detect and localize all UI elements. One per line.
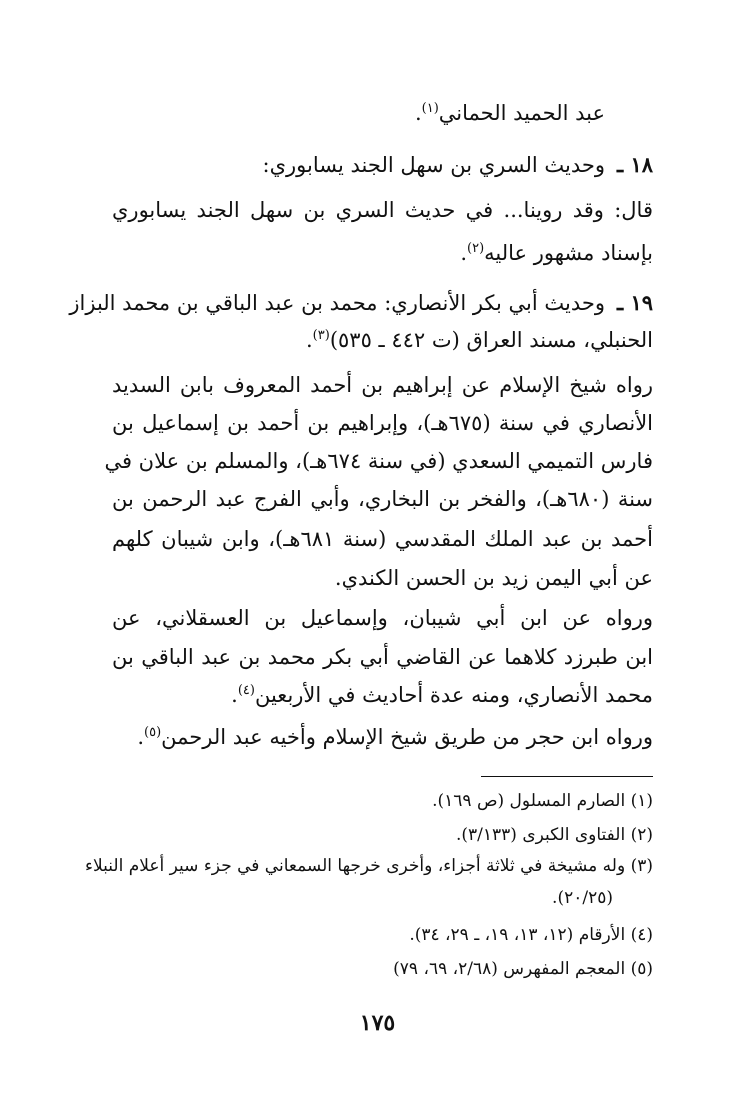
entry-number-19: ١٩ ـ — [616, 290, 653, 315]
text-line-4 — [460, 238, 653, 268]
text-line-6-end: . — [305, 328, 313, 352]
text-line-16-end: . — [137, 725, 145, 749]
text-line-12: عن أبي اليمن زيد بن الحسن الكندي. — [334, 566, 653, 590]
text-line-4-body: بإسناد مشهور عاليه — [484, 241, 653, 265]
footnote-ref-4: (٤) — [237, 683, 255, 698]
footnote-ref-5: (٥) — [144, 725, 162, 740]
text-line-5: وحديث أبي بكر الأنصاري: محمد بن عبد الباقي بن محمد البزاز — [69, 291, 605, 315]
text-line-6 — [306, 325, 653, 355]
entry-number-18: ١٨ ـ — [616, 152, 653, 177]
footnote-3: (٣) وله مشيخة في ثلاثة أجزاء، وأخرى خرجها السمعاني في جزء سير أعلام النبلاء — [85, 856, 653, 876]
text-line-15-end: . — [231, 683, 238, 707]
text-line-3: قال: وقد روينا... في حديث السري بن سهل الجند يسابوري — [112, 198, 653, 222]
text-line-14: ابن طبرزد كلاهما عن القاضي أبي بكر محمد بن عبد الباقي بن — [112, 645, 653, 669]
text-line-15 — [231, 680, 653, 710]
text-line-8: الأنصاري في سنة (٦٧٥هـ)، وإبراهيم بن أحمد بن إسماعيل بن — [112, 411, 654, 435]
footnote-ref-1: (١) — [421, 101, 439, 116]
text-line-6-body: الحنبلي، مسند العراق (ت ٤٤٢ ـ ٥٣٥) — [329, 328, 653, 352]
footnote-2: (٢) الفتاوى الكبرى (٣/١٣٣). — [455, 825, 653, 845]
text-line-1 — [415, 98, 605, 128]
text-line-11: أحمد بن عبد الملك المقدسي (سنة ٦٨١هـ)، وابن شيبان كلهم — [112, 527, 654, 551]
text-line-16-body: ورواه ابن حجر من طريق شيخ الإسلام وأخيه عبد الرحمن — [161, 725, 653, 749]
footnote-1: (١) الصارم المسلول (ص ١٦٩). — [432, 791, 653, 811]
text-line-16 — [137, 722, 653, 752]
text-line-7: رواه شيخ الإسلام عن إبراهيم بن أحمد المعروف بابن السديد — [112, 373, 653, 397]
footnote-3-continued: (٢٠/٢٥). — [552, 888, 613, 908]
text-line-4-end: . — [460, 241, 467, 265]
page-number: ١٧٥ — [359, 1010, 396, 1036]
text-line-13: ورواه عن ابن أبي شيبان، وإسماعيل بن العسقلاني، عن — [112, 606, 653, 630]
text-line-1-body: عبد الحميد الحماني — [438, 101, 605, 125]
text-line-2: وحديث السري بن سهل الجند يسابوري: — [262, 153, 605, 177]
text-line-1-end: . — [414, 101, 422, 125]
text-line-9: فارس التميمي السعدي (في سنة ٦٧٤هـ)، والمسلم بن علان في — [104, 449, 653, 473]
footnote-5: (٥) المعجم المفهرس (٢/٦٨، ٦٩، ٧٩) — [393, 959, 653, 979]
footnote-4: (٤) الأرقام (١٢، ١٣، ١٩، ـ ٢٩، ٣٤). — [409, 925, 653, 945]
text-line-10: سنة (٦٨٠هـ)، والفخر بن البخاري، وأبي الفرج عبد الرحمن بن — [112, 487, 654, 511]
footnote-ref-2: (٢) — [467, 241, 485, 256]
footnote-separator — [481, 776, 653, 777]
text-line-15-body: محمد الأنصاري، ومنه عدة أحاديث في الأربعين — [254, 683, 653, 707]
footnote-ref-3: (٣) — [312, 328, 330, 343]
